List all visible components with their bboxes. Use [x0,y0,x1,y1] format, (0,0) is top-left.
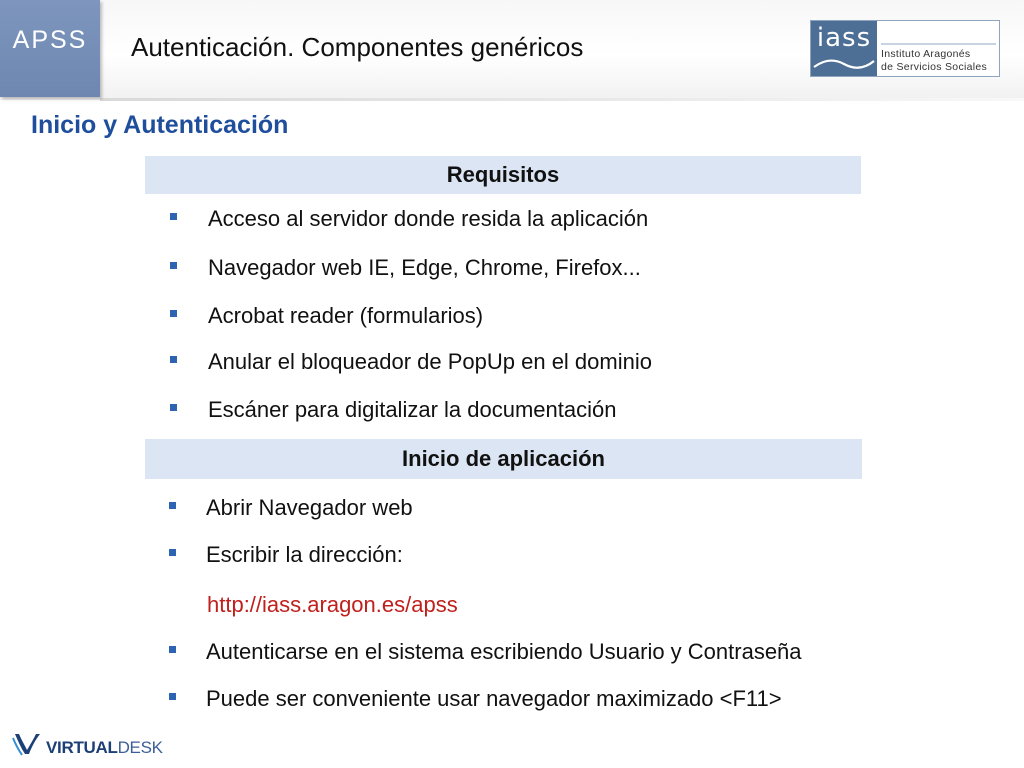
header-divider [100,98,1024,101]
wave-icon [813,56,875,72]
square-bullet-icon [170,262,177,269]
iass-name-line1: Instituto Aragonés [881,48,971,60]
inicio-heading: Inicio de aplicación [145,439,862,479]
inicio-item: Abrir Navegador web [206,495,413,520]
requisitos-item: Escáner para digitalizar la documentación [208,397,617,422]
virtualdesk-logo [12,731,182,759]
apss-tab [0,0,100,97]
iass-logo [810,20,1000,77]
requisitos-heading: Requisitos [145,156,861,194]
page-title: Autenticación. Componentes genéricos [131,32,584,62]
iass-logo-mark [811,21,877,76]
virtualdesk-light: DESK [117,738,163,757]
square-bullet-icon [170,356,177,363]
virtualdesk-bold: VIRTUAL [46,738,118,757]
requisitos-item: Acceso al servidor donde resida la aplicación [208,206,649,231]
square-bullet-icon [170,213,177,220]
virtualdesk-wordmark [46,738,163,758]
inicio-item: Puede ser conveniente usar navegador maximizado <F11> [206,686,782,711]
iass-logo-wordmark: iass [816,23,872,53]
square-bullet-icon [169,693,176,700]
square-bullet-icon [170,404,177,411]
virtualdesk-v-icon [12,731,42,757]
square-bullet-icon [169,549,176,556]
inicio-item: Escribir la dirección: [206,542,403,567]
iass-logo-name [881,48,999,74]
square-bullet-icon [169,502,176,509]
square-bullet-icon [170,310,177,317]
requisitos-item: Acrobat reader (formularios) [208,303,484,328]
square-bullet-icon [169,646,176,653]
iass-name-line2: de Servicios Sociales [881,61,988,73]
requisitos-item: Anular el bloqueador de PopUp en el dominio [208,349,652,374]
apss-url-link[interactable]: http://iass.aragon.es/apss [207,592,458,617]
section-title: Inicio y Autenticación [31,111,289,139]
apss-tab-label: APSS [12,26,88,54]
inicio-item: Autenticarse en el sistema escribiendo Usuario y Contraseña [206,639,802,664]
requisitos-item: Navegador web IE, Edge, Chrome, Firefox... [208,255,641,280]
iass-logo-rule [881,43,996,45]
